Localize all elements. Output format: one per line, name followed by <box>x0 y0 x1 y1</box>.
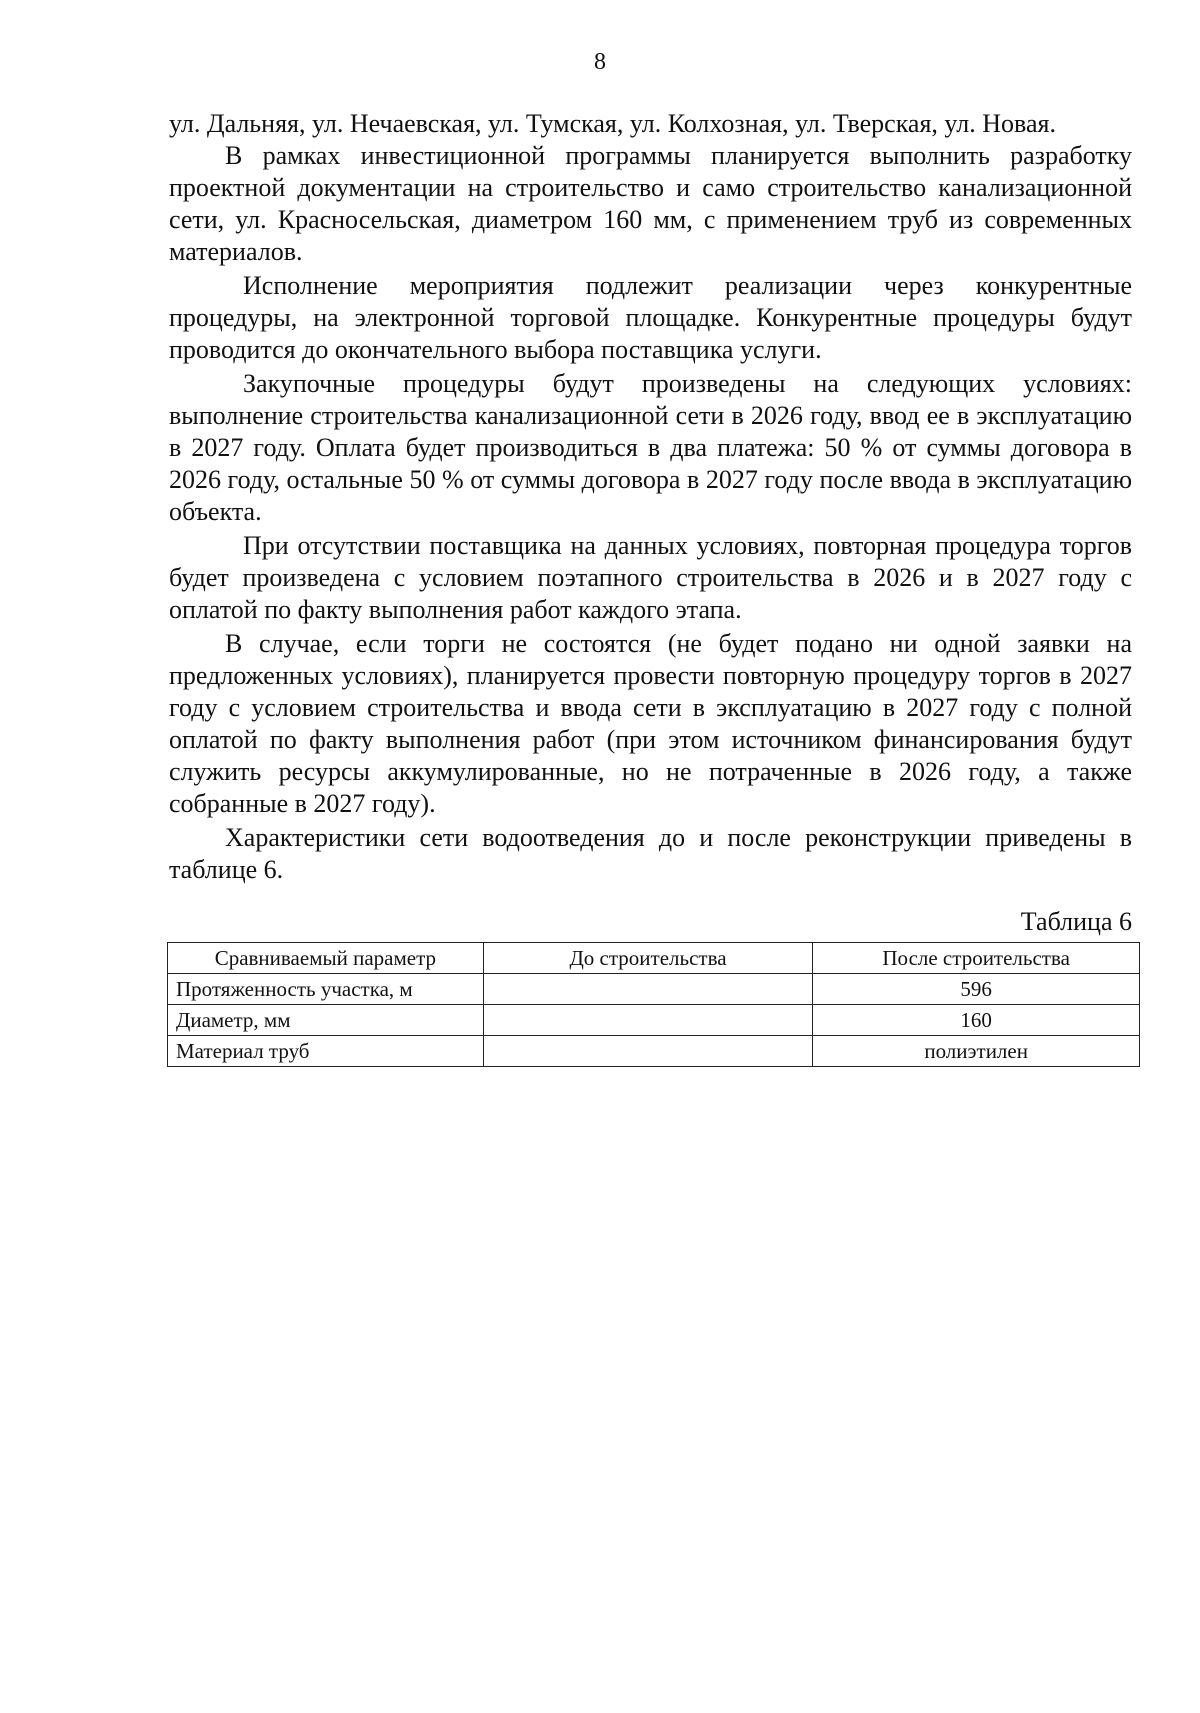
table-cell-parameter: Материал труб <box>168 1036 484 1067</box>
table-header-row <box>168 943 1140 974</box>
table-caption: Таблица 6 <box>1020 907 1132 936</box>
paragraph-repeat-procedure: При отсутствии поставщика на данных условиях, повторная процедура торгов будет произведена с условием поэтапного строительства в 2026 и в 2027 году с оплатой по факту выполнения работ каждого этапа. <box>169 531 1132 624</box>
table-cell-before <box>483 1005 813 1036</box>
table-cell-parameter: Протяженность участка, м <box>168 974 484 1005</box>
document-body <box>169 108 1132 1067</box>
table-cell-parameter: Диаметр, мм <box>168 1005 484 1036</box>
table-cell-before <box>483 1036 813 1067</box>
page-number: 8 <box>594 49 606 75</box>
paragraph-procurement-conditions: Закупочные процедуры будут произведены на следующих условиях: выполнение строительства канализационной сети в 2026 году, ввод ее в эксплуатацию в 2027 году. Оплата будет производиться в два платежа: 50 % от суммы договора в 2026 году, остальные 50 % от суммы договора в 2027 году после ввода в эксплуатацию объекта. <box>169 369 1132 526</box>
paragraph-investment-program: В рамках инвестиционной программы планируется выполнить разработку проектной документации на строительство и само строительство канализационной сети, ул. Красносельская, диаметром 160 мм, с применением труб из современных материалов. <box>169 141 1132 266</box>
comparison-table <box>167 942 1140 1067</box>
table-row <box>168 974 1140 1005</box>
paragraph-failed-tender: В случае, если торги не состоятся (не будет подано ни одной заявки на предложенных условиях), планируется провести повторную процедуру торгов в 2027 году с условием строительства и ввода сети в эксплуатацию в 2027 году с полной оплатой по факту выполнения работ (при этом источником финансирования будут служить ресурсы аккумулированные, но не потраченные в 2026 году, а также собранные в 2027 году). <box>169 629 1132 818</box>
paragraph-competitive-procedures: Исполнение мероприятия подлежит реализации через конкурентные процедуры, на электронной торговой площадке. Конкурентные процедуры будут проводится до окончательного выбора поставщика услуги. <box>169 271 1132 364</box>
paragraph-table-reference: Характеристики сети водоотведения до и после реконструкции приведены в таблице 6. <box>169 823 1132 884</box>
table-cell-after: полиэтилен <box>813 1036 1140 1067</box>
table-row <box>168 1005 1140 1036</box>
table-header-cell: Сравниваемый параметр <box>168 943 484 974</box>
table-row <box>168 1036 1140 1067</box>
table-header-cell: До строительства <box>483 943 813 974</box>
table-cell-after: 160 <box>813 1005 1140 1036</box>
table-cell-before <box>483 974 813 1005</box>
table-cell-after: 596 <box>813 974 1140 1005</box>
table-header-cell: После строительства <box>813 943 1140 974</box>
paragraph-street-list: ул. Дальняя, ул. Нечаевская, ул. Тумская, ул. Колхозная, ул. Тверская, ул. Новая. <box>169 109 1056 138</box>
